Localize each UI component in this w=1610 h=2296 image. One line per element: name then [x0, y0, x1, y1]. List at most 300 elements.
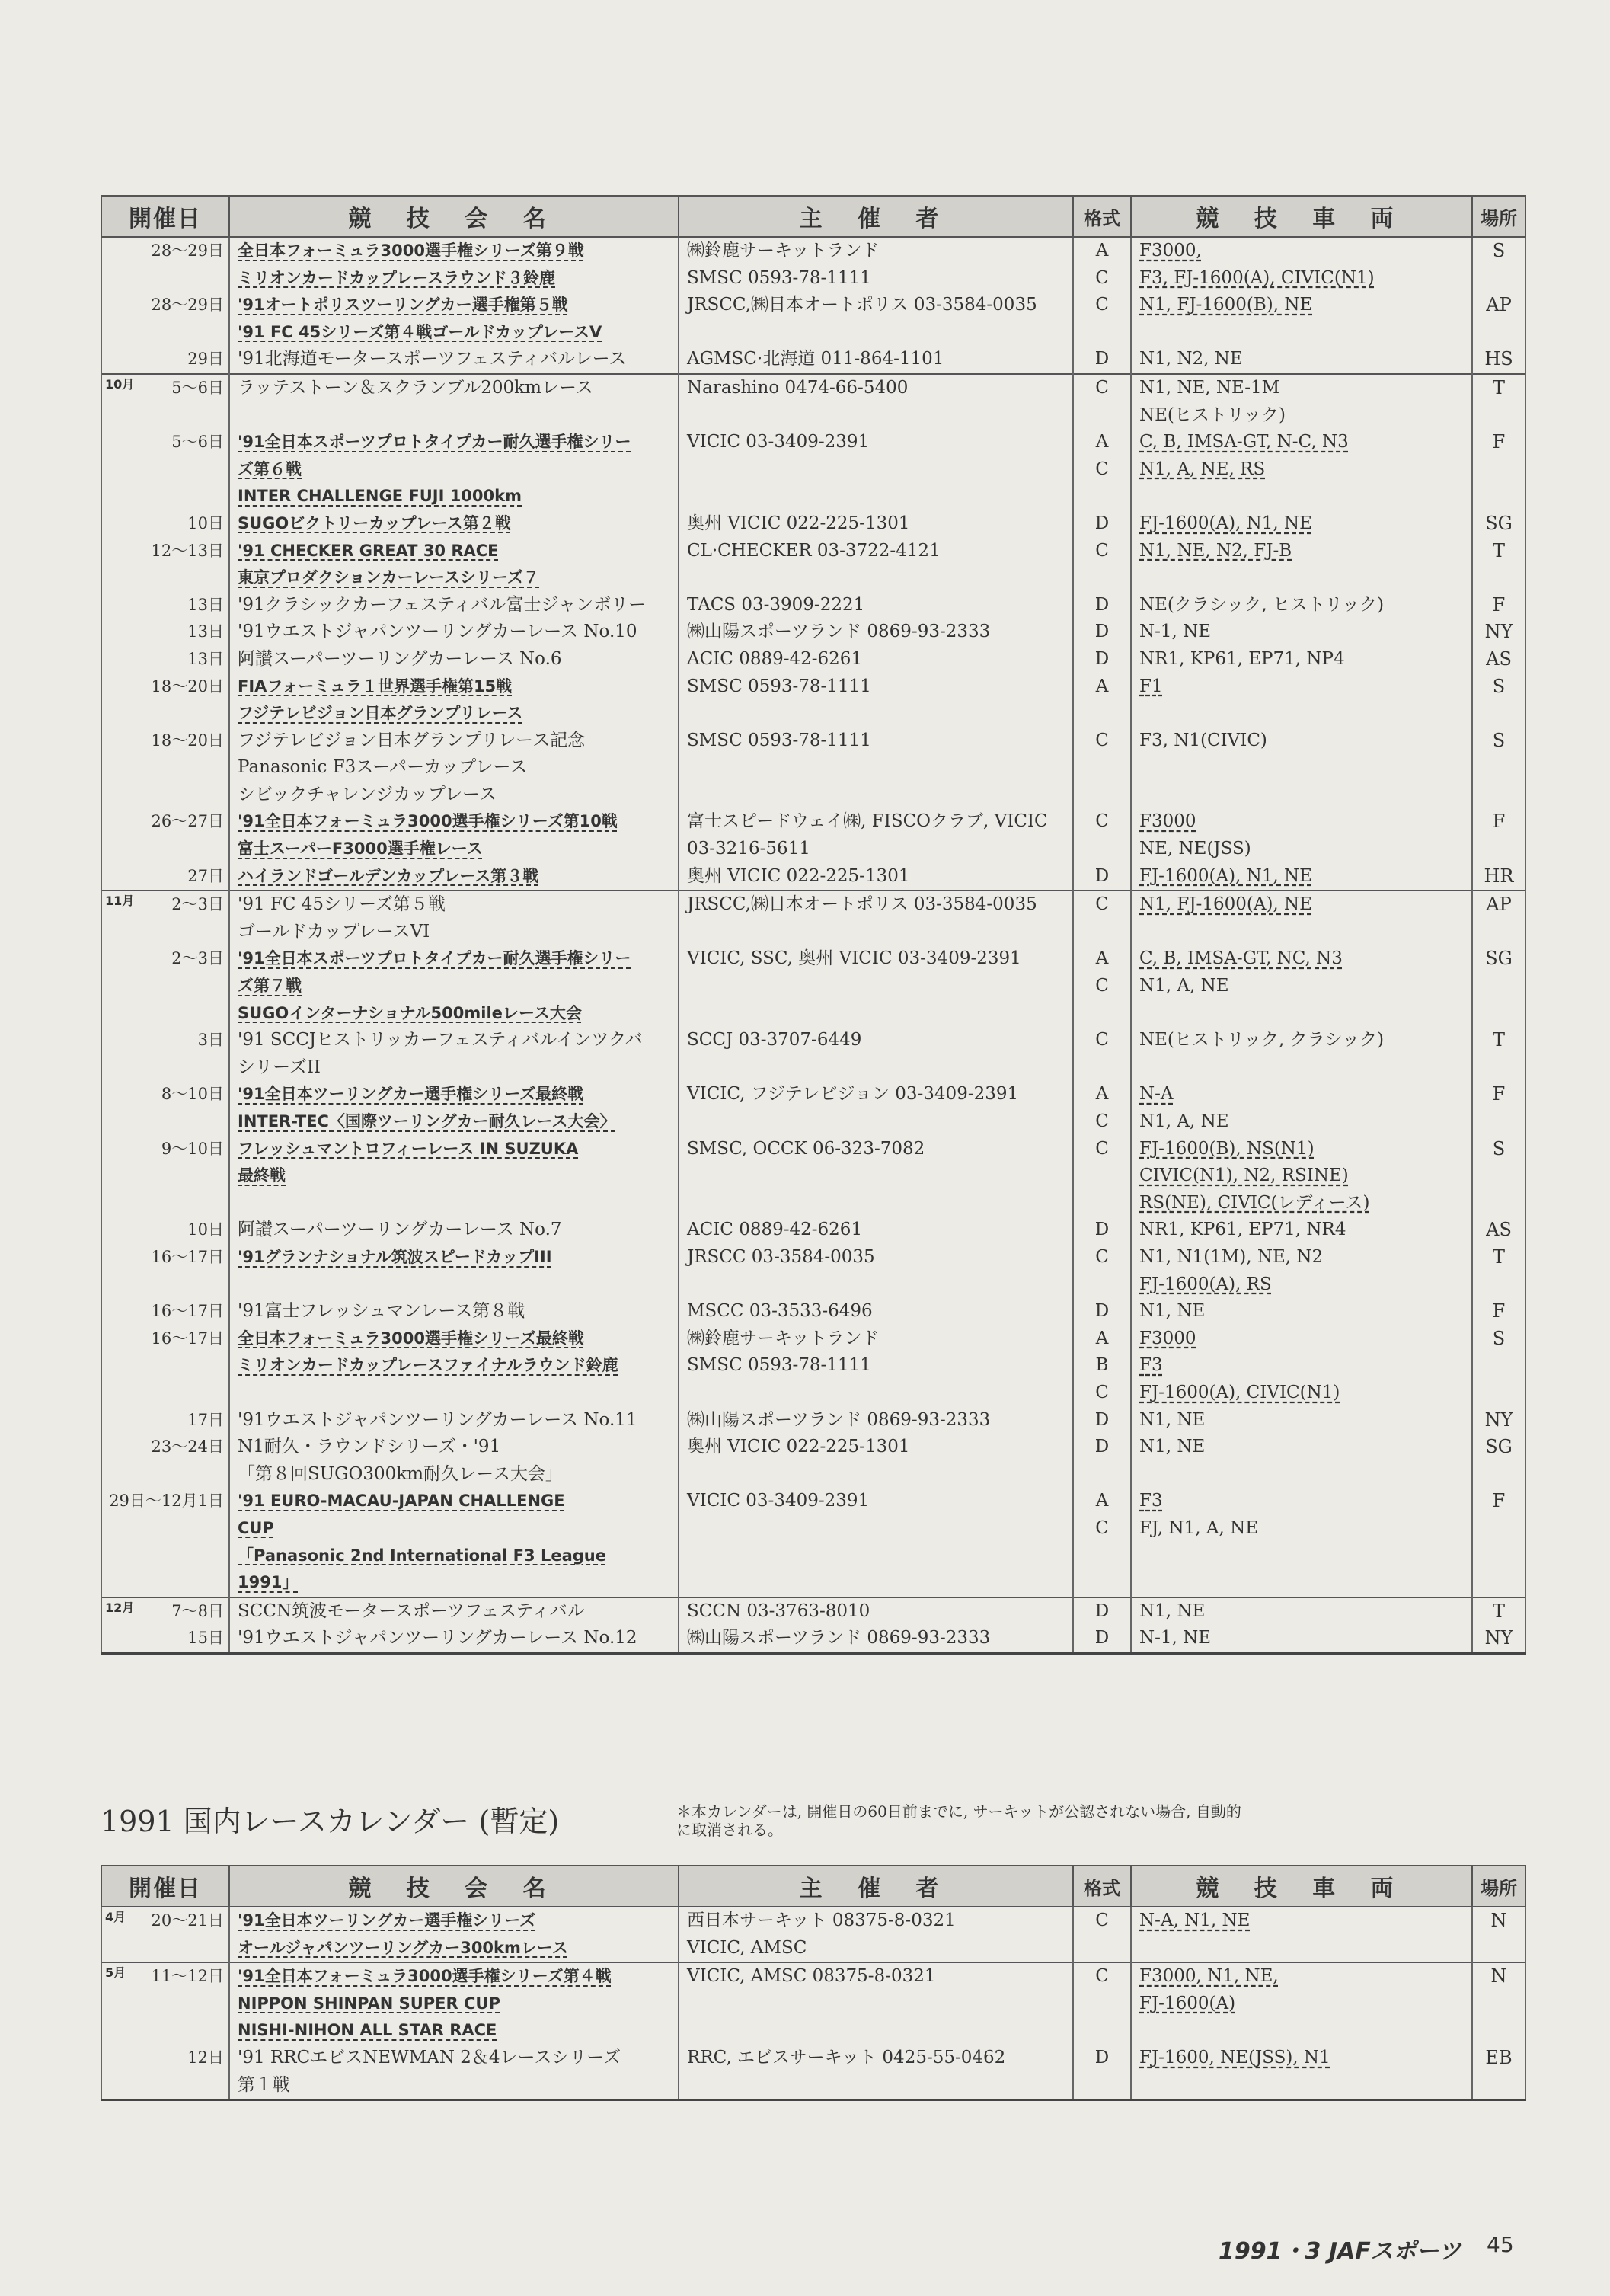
vehicles-column	[1131, 891, 1472, 1597]
organizer: ㈱山陽スポーツランド 0869-93-2333	[687, 622, 991, 642]
event-name-column	[229, 891, 679, 1597]
organizer: VICIC, フジテレビジョン 03-3409-2391	[687, 1084, 1019, 1105]
date-cell: 17日	[187, 1410, 224, 1429]
organizer: TACS 03-3909-2221	[687, 594, 865, 615]
event-name: '91 FC 45シリーズ第５戦	[238, 894, 446, 915]
date-cell: 29日～12月1日	[109, 1492, 224, 1511]
format: C	[1095, 1246, 1109, 1267]
vehicles: N1, NE	[1139, 1409, 1206, 1430]
page-number: 45	[1487, 2232, 1514, 2257]
organizer	[679, 754, 1072, 782]
place: S	[1492, 675, 1506, 697]
place-column	[1472, 891, 1525, 1597]
calendar-title: 1991 国内レースカレンダー (暫定)	[101, 1805, 560, 1838]
format: D	[1094, 1301, 1110, 1322]
month-group	[101, 374, 1525, 891]
header-name: 競 技 会 名	[229, 196, 679, 237]
date-cell	[102, 1000, 228, 1028]
organizer: AGMSC·北海道 011-864-1101	[687, 349, 944, 369]
organizer: VICIC, AMSC 08375-8-0321	[687, 1966, 936, 1987]
place	[1473, 919, 1525, 946]
date-cell: 13日	[187, 622, 224, 641]
organizer: SMSC 0593-78-1111	[687, 730, 871, 750]
organizer: VICIC 03-3409-2391	[687, 432, 870, 452]
event-name: NISHI-NIHON ALL STAR RACE	[238, 2021, 497, 2040]
vehicles	[1132, 754, 1471, 782]
vehicles: NE(ヒストリック)	[1139, 405, 1286, 425]
vehicles-column	[1131, 1907, 1472, 1962]
event-name: シビックチャレンジカップレース	[238, 784, 497, 804]
date-cell	[102, 1380, 228, 1407]
organizer: ㈱山陽スポーツランド 0869-93-2333	[687, 1628, 991, 1648]
vehicles: RS(NE), CIVIC(レディース)	[1139, 1192, 1370, 1213]
vehicles	[1132, 1000, 1471, 1028]
date-cell	[102, 402, 228, 430]
date-cell	[102, 1190, 228, 1217]
format	[1074, 1569, 1130, 1597]
header-format: 格式	[1073, 196, 1131, 237]
format-column	[1073, 1962, 1131, 2099]
organizer	[679, 973, 1072, 1000]
organizer	[679, 700, 1072, 727]
place	[1473, 564, 1525, 592]
format-column	[1073, 237, 1131, 374]
month-label: 5月	[105, 1965, 126, 1981]
schedule-table	[101, 195, 1526, 1655]
date-cell: 8～10日	[161, 1085, 224, 1104]
format: D	[1094, 513, 1110, 533]
event-name-column	[229, 1597, 679, 1654]
event-name: '91クラシックカーフェスティバル富士ジャンボリー	[238, 594, 647, 615]
header-place: 場所	[1472, 1866, 1525, 1907]
place: AP	[1486, 294, 1512, 316]
format: C	[1095, 295, 1109, 315]
organizer-column	[679, 891, 1073, 1597]
format	[1074, 2017, 1130, 2045]
header-organizer: 主 催 者	[679, 196, 1073, 237]
organizer: JRSCC,㈱日本オートポリス 03-3584-0035	[687, 894, 1037, 915]
table-row	[101, 374, 1525, 891]
vehicles: F3	[1139, 1355, 1163, 1376]
place: T	[1492, 1600, 1505, 1622]
format: A	[1095, 1084, 1109, 1105]
date-cell	[102, 754, 228, 782]
event-name: '91 CHECKER GREAT 30 RACE	[238, 541, 499, 560]
event-name: Panasonic F3スーパーカップレース	[238, 757, 528, 778]
place	[1473, 1352, 1525, 1380]
organizer	[679, 1991, 1072, 2018]
event-name: '91ウエストジャパンツーリングカーレース No.11	[238, 1409, 637, 1430]
date-cell: 20～21日	[151, 1911, 224, 1930]
place: F	[1492, 1300, 1506, 1322]
event-name: '91全日本スポーツプロトタイプカー耐久選手権シリー	[238, 433, 631, 452]
vehicles	[1132, 1054, 1471, 1082]
format: D	[1094, 594, 1110, 615]
date-cell: 27日	[187, 866, 224, 885]
date-cell	[102, 1991, 228, 2018]
format: C	[1095, 267, 1109, 288]
organizer	[679, 782, 1072, 809]
format: D	[1094, 1628, 1110, 1648]
date-cell: 10日	[187, 513, 224, 532]
organizer: ACIC 0889-42-6261	[687, 1220, 863, 1240]
format: C	[1095, 894, 1109, 915]
organizer-column	[679, 374, 1073, 891]
organizer: SMSC 0593-78-1111	[687, 267, 871, 288]
event-name: 第１戦	[238, 2074, 290, 2095]
table-row	[101, 891, 1525, 1597]
organizer: SCCN 03-3763-8010	[687, 1600, 870, 1621]
place: T	[1492, 1246, 1505, 1268]
vehicles: N1, A, NE, RS	[1139, 459, 1266, 479]
organizer: Narashino 0474-66-5400	[687, 377, 909, 398]
organizer-column	[679, 1962, 1073, 2099]
organizer	[679, 1000, 1072, 1028]
header-name: 競 技 会 名	[229, 1866, 679, 1907]
place: HS	[1484, 348, 1513, 370]
organizer: SMSC 0593-78-1111	[687, 676, 871, 696]
format-column	[1073, 1597, 1131, 1654]
place	[1473, 754, 1525, 782]
format-column	[1073, 891, 1131, 1597]
date-cell: 2～3日	[171, 949, 224, 968]
organizer-column	[679, 1907, 1073, 1962]
organizer	[679, 2017, 1072, 2045]
place	[1473, 1271, 1525, 1299]
format: A	[1095, 1328, 1109, 1348]
format: C	[1095, 540, 1109, 561]
date-cell: 11～12日	[151, 1967, 224, 1986]
date-cell	[102, 1054, 228, 1082]
format: D	[1094, 1220, 1110, 1240]
date-cell: 10日	[187, 1220, 224, 1239]
event-name: ゴールドカップレースVI	[238, 921, 430, 942]
organizer	[679, 1190, 1072, 1217]
organizer: VICIC 03-3409-2391	[687, 1491, 870, 1511]
organizer: 奥州 VICIC 022-225-1301	[687, 1437, 910, 1457]
format: D	[1094, 1600, 1110, 1621]
event-name: '91富士フレッシュマンレース第８戦	[238, 1301, 525, 1322]
vehicles: CIVIC(N1), N2, RSINE)	[1139, 1166, 1349, 1186]
format	[1074, 1162, 1130, 1190]
event-name	[230, 1190, 678, 1217]
date-cell: 3日	[197, 1031, 224, 1050]
place: SG	[1485, 1436, 1513, 1458]
place	[1473, 1515, 1525, 1543]
place	[1473, 483, 1525, 510]
vehicles: N1, A, NE	[1139, 976, 1229, 996]
date-cell	[102, 456, 228, 484]
format: C	[1095, 811, 1109, 832]
event-name: フジテレビジョン日本グランプリレース記念	[238, 730, 586, 750]
organizer	[679, 1162, 1072, 1190]
place	[1473, 700, 1525, 727]
vehicles: NE, NE(JSS)	[1139, 839, 1251, 859]
vehicles: FJ-1600(A), CIVIC(N1)	[1139, 1382, 1340, 1402]
vehicles: N1, NE	[1139, 1600, 1206, 1621]
vehicles	[1132, 1569, 1471, 1597]
organizer: MSCC 03-3533-6496	[687, 1301, 873, 1322]
event-name: '91オートポリスツーリングカー選手権第５戦	[238, 296, 568, 315]
organizer	[679, 1380, 1072, 1407]
vehicles: N1, FJ-1600(A), NE	[1139, 894, 1312, 915]
vehicles: N-A, N1, NE	[1139, 1911, 1251, 1930]
event-name: N1耐久・ラウンドシリーズ・'91	[238, 1437, 501, 1457]
organizer: JRSCC,㈱日本オートポリス 03-3584-0035	[687, 295, 1037, 315]
vehicles: NE(クラシック, ヒストリック)	[1139, 594, 1385, 615]
format-column	[1073, 374, 1131, 891]
format: C	[1095, 976, 1109, 996]
event-name: '91ウエストジャパンツーリングカーレース No.10	[238, 622, 637, 642]
organizer: SCCJ 03-3707-6449	[687, 1030, 862, 1050]
place: NY	[1484, 1627, 1513, 1649]
organizer	[679, 1569, 1072, 1597]
format: A	[1095, 241, 1109, 261]
place: F	[1492, 1490, 1506, 1512]
event-name: SCCN筑波モータースポーツフェスティバル	[238, 1600, 585, 1621]
date-cell	[102, 973, 228, 1000]
event-name: 阿讃スーパーツーリングカーレース No.7	[238, 1220, 562, 1240]
event-name-column	[229, 1962, 679, 2099]
event-name: フレッシュマントロフィーレース IN SUZUKA	[238, 1139, 579, 1158]
event-name: オールジャパンツーリングカー300kmレース	[238, 1938, 568, 1957]
date-cell: 29日	[187, 350, 224, 369]
date-cell	[102, 1515, 228, 1543]
format: C	[1095, 1111, 1109, 1131]
event-name: ハイランドゴールデンカップレース第３戦	[238, 866, 539, 885]
organizer: 奥州 VICIC 022-225-1301	[687, 865, 910, 886]
event-name: SUGOインターナショナル500mileレース大会	[238, 1003, 582, 1022]
vehicles	[1132, 1935, 1471, 1962]
vehicles	[1132, 564, 1471, 592]
format-column	[1073, 1907, 1131, 1962]
header-format: 格式	[1073, 1866, 1131, 1907]
place	[1473, 1054, 1525, 1082]
place: F	[1492, 811, 1506, 833]
date-cell-column	[101, 374, 229, 891]
format	[1074, 1190, 1130, 1217]
place	[1473, 1000, 1525, 1028]
vehicles: F3000,	[1139, 241, 1202, 261]
calendar-table	[101, 1865, 1526, 2101]
header-row	[101, 1866, 1525, 1907]
event-name: '91全日本ツーリングカー選手権シリーズ	[238, 1911, 536, 1930]
date-cell	[102, 1162, 228, 1190]
format	[1074, 700, 1130, 727]
vehicles	[1132, 1543, 1471, 1570]
vehicles	[1132, 782, 1471, 809]
header-row	[101, 196, 1525, 237]
format: C	[1095, 1382, 1109, 1402]
event-name: '91全日本スポーツプロトタイプカー耐久選手権シリー	[238, 949, 631, 968]
event-name: SUGOビクトリーカップレース第２戦	[238, 513, 511, 532]
place-column	[1472, 1597, 1525, 1654]
place: F	[1492, 431, 1506, 453]
header-place: 場所	[1472, 196, 1525, 237]
date-cell	[102, 2017, 228, 2045]
organizer-column	[679, 237, 1073, 374]
place: N	[1490, 1910, 1507, 1931]
place	[1473, 973, 1525, 1000]
place-column	[1472, 1907, 1525, 1962]
table-row	[101, 1597, 1525, 1654]
month-group	[101, 1962, 1525, 2099]
organizer: ACIC 0889-42-6261	[687, 648, 863, 669]
place: N	[1490, 1965, 1507, 1987]
format: D	[1094, 349, 1110, 369]
format: C	[1095, 1517, 1109, 1538]
organizer: CL·CHECKER 03-3722-4121	[687, 540, 941, 561]
vehicles-column	[1131, 1597, 1472, 1654]
date-cell: 16～17日	[151, 1302, 224, 1321]
event-name: シリーズII	[238, 1057, 321, 1077]
event-name: 全日本フォーミュラ3000選手権シリーズ最終戦	[238, 1329, 584, 1348]
vehicles: N1, NE	[1139, 1301, 1206, 1322]
place-column	[1472, 1962, 1525, 2099]
event-name: '91全日本ツーリングカー選手権シリーズ最終戦	[238, 1085, 584, 1104]
event-name: '91全日本フォーミュラ3000選手権シリーズ第４戦	[238, 1967, 612, 1986]
format: D	[1094, 865, 1110, 886]
date-cell	[102, 1352, 228, 1380]
place	[1473, 1108, 1525, 1136]
format	[1074, 919, 1130, 946]
vehicles: FJ-1600(A), N1, NE	[1139, 865, 1312, 886]
date-cell: 9～10日	[161, 1139, 224, 1158]
organizer	[679, 564, 1072, 592]
vehicles: F3000	[1139, 1328, 1196, 1348]
organizer	[679, 1108, 1072, 1136]
vehicles: NR1, KP61, EP71, NR4	[1139, 1220, 1346, 1240]
date-cell-column	[101, 237, 229, 374]
header-organizer: 主 催 者	[679, 1866, 1073, 1907]
date-cell	[102, 1569, 228, 1597]
date-cell	[102, 483, 228, 510]
event-name: 全日本フォーミュラ3000選手権シリーズ第９戦	[238, 241, 584, 260]
event-name: '91 EURO-MACAU-JAPAN CHALLENGE	[238, 1492, 565, 1511]
month-group	[101, 237, 1525, 374]
format: D	[1094, 648, 1110, 669]
vehicles: FJ-1600(B), NS(N1)	[1139, 1138, 1315, 1159]
date-cell	[102, 1543, 228, 1570]
format	[1074, 319, 1130, 347]
vehicles: FJ-1600(A), RS	[1139, 1274, 1272, 1294]
vehicles: NR1, KP61, EP71, NP4	[1139, 648, 1345, 669]
place	[1473, 1935, 1525, 1962]
format	[1074, 1054, 1130, 1082]
event-name: 最終戦	[238, 1166, 286, 1185]
organizer: 奥州 VICIC 022-225-1301	[687, 513, 910, 533]
place	[1473, 1380, 1525, 1407]
event-name-column	[229, 237, 679, 374]
event-name: 「Panasonic 2nd International F3 League	[238, 1546, 606, 1565]
place-column	[1472, 237, 1525, 374]
event-name: '91全日本フォーミュラ3000選手権シリーズ第10戦	[238, 812, 618, 831]
event-name: 1991」	[238, 1573, 299, 1592]
month-label: 4月	[105, 1910, 126, 1924]
event-name: フジテレビジョン日本グランプリレース	[238, 704, 523, 723]
format: C	[1095, 1966, 1109, 1987]
organizer	[679, 319, 1072, 347]
format	[1074, 1543, 1130, 1570]
table-row	[101, 1907, 1525, 1962]
vehicles	[1132, 919, 1471, 946]
place	[1473, 2017, 1525, 2045]
event-name: INTER CHALLENGE FUJI 1000km	[238, 487, 522, 506]
place: T	[1492, 1029, 1505, 1051]
event-name-column	[229, 1907, 679, 1962]
format: A	[1095, 432, 1109, 452]
format: C	[1095, 459, 1109, 479]
event-name	[230, 1380, 678, 1407]
organizer: 西日本サーキット 08375-8-0321	[687, 1911, 956, 1930]
event-name-column	[229, 374, 679, 891]
format	[1074, 483, 1130, 510]
format	[1074, 836, 1130, 863]
vehicles: N-A	[1139, 1084, 1174, 1105]
vehicles: F3000	[1139, 811, 1196, 832]
vehicles: NE(ヒストリック, クラシック)	[1139, 1030, 1385, 1050]
date-cell: 16～17日	[151, 1329, 224, 1348]
vehicles: N1, FJ-1600(B), NE	[1139, 295, 1313, 315]
vehicles-column	[1131, 374, 1472, 891]
format	[1074, 1935, 1130, 1962]
date-cell: 16～17日	[151, 1247, 224, 1266]
date-cell	[102, 265, 228, 293]
vehicles: F1	[1139, 676, 1163, 696]
place: AP	[1486, 894, 1512, 916]
date-cell	[102, 1108, 228, 1136]
place	[1473, 782, 1525, 809]
vehicles	[1132, 2017, 1471, 2045]
organizer: 03-3216-5611	[687, 839, 810, 859]
place: AS	[1486, 648, 1512, 670]
place	[1473, 1162, 1525, 1190]
date-cell: 18～20日	[151, 731, 224, 750]
vehicles	[1132, 319, 1471, 347]
date-cell	[102, 1461, 228, 1489]
format: D	[1094, 622, 1110, 642]
date-cell: 18～20日	[151, 676, 224, 696]
event-name: 「第８回SUGO300km耐久レース大会」	[238, 1463, 563, 1484]
event-name: '91 SCCJヒストリッカーフェスティバルインツクバ	[238, 1030, 643, 1050]
format: C	[1095, 730, 1109, 750]
vehicles: FJ-1600(A)	[1139, 1993, 1236, 2013]
event-name: NIPPON SHINPAN SUPER CUP	[238, 1994, 500, 2013]
header-date: 開催日	[101, 196, 229, 237]
place: AS	[1486, 1219, 1512, 1241]
event-name: '91 RRCエビスNEWMAN 2＆4レースシリーズ	[238, 2047, 621, 2067]
date-cell	[102, 1271, 228, 1299]
place: S	[1492, 1327, 1506, 1349]
vehicles: N1, N2, NE	[1139, 349, 1243, 369]
month-group	[101, 891, 1525, 1597]
date-cell: 12～13日	[151, 541, 224, 560]
format: D	[1094, 2047, 1110, 2067]
event-name: ズ第６戦	[238, 459, 302, 478]
event-name: '91 FC 45シリーズ第４戦ゴールドカップレースV	[238, 322, 602, 341]
organizer	[679, 1543, 1072, 1570]
date-cell: 26～27日	[151, 812, 224, 831]
organizer: VICIC, AMSC	[687, 1937, 807, 1958]
format: A	[1095, 948, 1109, 969]
place	[1473, 265, 1525, 293]
place	[1473, 1569, 1525, 1597]
event-name: 阿讃スーパーツーリングカーレース No.6	[238, 648, 562, 669]
date-cell: 7～8日	[171, 1601, 224, 1620]
vehicles	[1132, 483, 1471, 510]
format: B	[1095, 1355, 1109, 1376]
event-name: ミリオンカードカップレースファイナルラウンド鈴鹿	[238, 1356, 618, 1375]
